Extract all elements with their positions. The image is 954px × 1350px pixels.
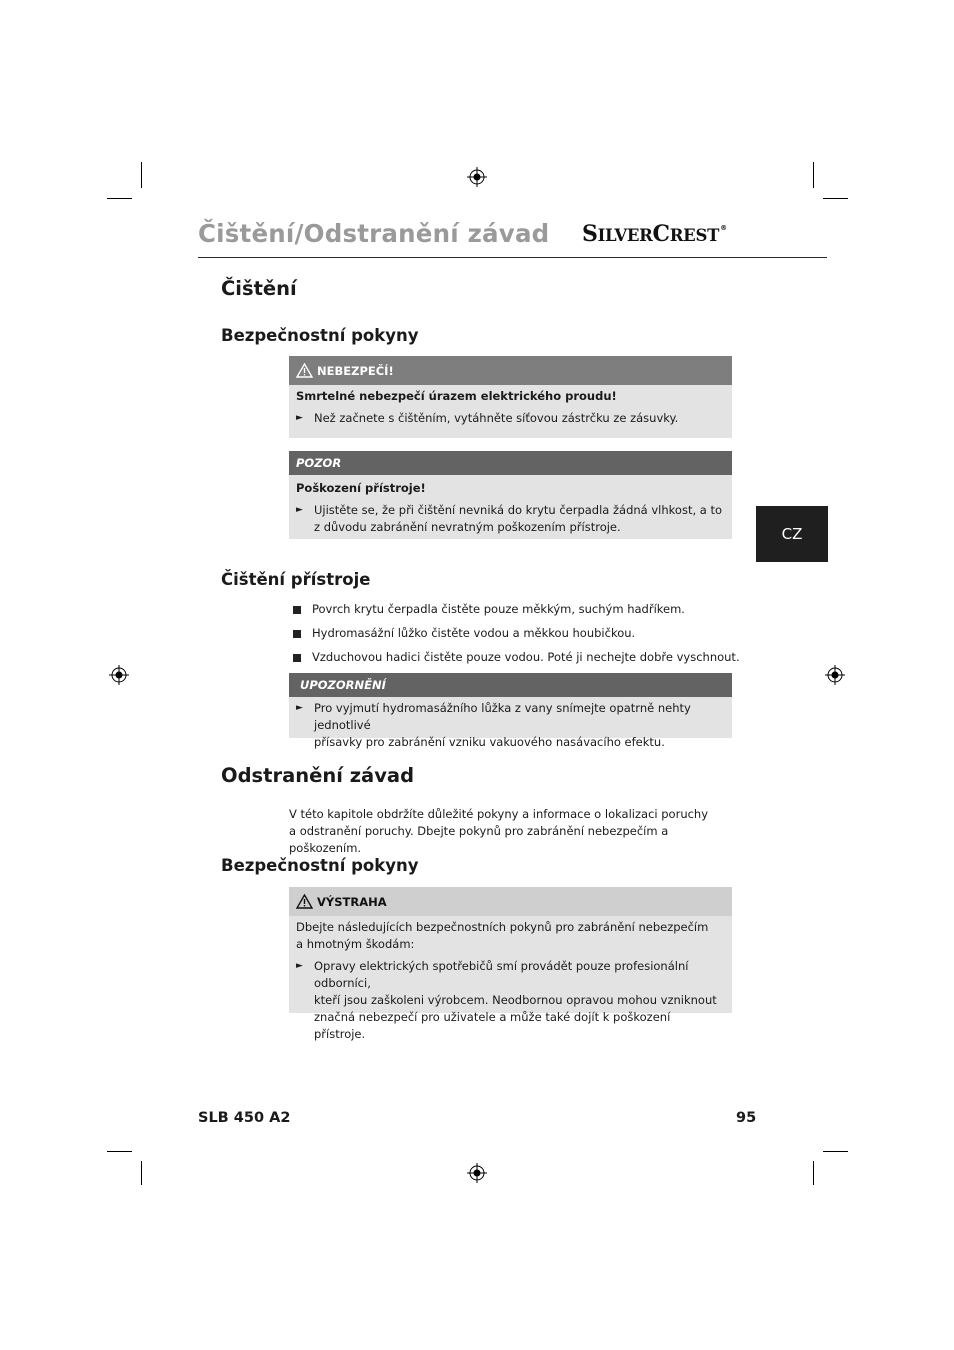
page-number: 95 xyxy=(736,1110,757,1126)
note-label: UPOZORNĚNÍ xyxy=(300,678,386,692)
section-heading-cleaning: Čištění xyxy=(221,277,297,300)
registration-mark-icon xyxy=(825,665,845,685)
danger-label: NEBEZPEČÍ! xyxy=(317,363,394,378)
registration-mark-icon xyxy=(109,665,129,685)
crop-mark xyxy=(823,1151,848,1152)
warning-item-line: značná nebezpečí pro uživatele a může také dojít k poškození přístroje. xyxy=(314,1010,671,1041)
crop-mark xyxy=(823,198,848,199)
list-item: Hydromasážní lůžko čistěte vodou a měkkou houbičkou. xyxy=(293,625,635,642)
crop-mark xyxy=(813,162,814,188)
square-bullet-icon xyxy=(293,606,301,614)
arrow-right-icon: ► xyxy=(296,505,303,515)
note-box-header xyxy=(289,673,732,697)
subheading-safety: Bezpečnostní pokyny xyxy=(221,326,419,345)
caution-item-line: Ujistěte se, že při čištění nevniká do krytu čerpadla žádná vlhkost, a to xyxy=(314,503,723,517)
caution-label: POZOR xyxy=(296,456,342,470)
list-item: Povrch krytu čerpadla čistěte pouze měkkým, suchým hadříkem. xyxy=(293,601,685,618)
page-title: Čištění/Odstranění závad xyxy=(198,219,550,248)
crop-mark xyxy=(141,162,142,188)
footer-model: SLB 450 A2 xyxy=(198,1110,291,1126)
list-item: Vzduchovou hadici čistěte pouze vodou. Poté ji nechejte dobře vyschnout. xyxy=(293,649,740,666)
crop-mark xyxy=(107,198,132,199)
warning-triangle-icon xyxy=(296,894,313,909)
warning-label: VÝSTRAHA xyxy=(317,894,387,909)
arrow-right-icon: ► xyxy=(296,413,303,423)
language-tab: CZ xyxy=(756,506,828,562)
danger-title: Smrtelné nebezpečí úrazem elektrického proudu! xyxy=(296,389,617,403)
caution-item-line: z důvodu zabránění nevratným poškozením přístroje. xyxy=(314,520,621,534)
registration-mark-icon xyxy=(467,1163,487,1183)
square-bullet-icon xyxy=(293,630,301,638)
caution-title: Poškození přístroje! xyxy=(296,481,426,495)
danger-box xyxy=(289,356,732,438)
warning-item-line: kteří jsou zaškoleni výrobcem. Neodbornou opravou mohou vzniknout xyxy=(314,993,717,1007)
crop-mark xyxy=(813,1161,814,1185)
square-bullet-icon xyxy=(293,654,301,662)
note-box xyxy=(289,673,732,749)
crop-mark xyxy=(141,1161,142,1185)
danger-item: Než začnete s čištěním, vytáhněte síťovou zástrčku ze zásuvky. xyxy=(314,411,679,425)
arrow-right-icon: ► xyxy=(296,961,303,971)
warning-box xyxy=(289,887,732,1041)
registration-mark-icon xyxy=(467,167,487,187)
intro-paragraph: V této kapitole obdržíte důležité pokyny a informace o lokalizaci poruchy a odstranění poruchy. Dbejte pokynů pro zabránění nebezpečím a poškozením. xyxy=(289,807,709,855)
subheading-device-cleaning: Čištění přístroje xyxy=(221,570,371,589)
crop-mark xyxy=(107,1151,132,1152)
warning-triangle-icon xyxy=(296,363,313,378)
note-item-line: Pro vyjmutí hydromasážního lůžka z vany snímejte opatrně nehty jednotlivé xyxy=(314,701,691,732)
warning-text-line: a hmotným škodám: xyxy=(296,937,415,951)
header-divider xyxy=(198,257,827,258)
arrow-right-icon: ► xyxy=(296,703,303,713)
section-heading-troubleshooting: Odstranění závad xyxy=(221,764,415,787)
subheading-safety: Bezpečnostní pokyny xyxy=(221,856,419,875)
brand-logo: SILVERCREST® xyxy=(582,221,727,247)
warning-text-line: Dbejte následujících bezpečnostních pokynů pro zabránění nebezpečím xyxy=(296,920,709,934)
caution-box xyxy=(289,451,732,539)
caution-box-header xyxy=(289,451,732,475)
danger-box-header xyxy=(289,356,732,385)
warning-item-line: Opravy elektrických spotřebičů smí provádět pouze profesionální odborníci, xyxy=(314,959,689,990)
note-item-line: přísavky pro zabránění vzniku vakuového nasávacího efektu. xyxy=(314,735,665,749)
warning-box-header xyxy=(289,887,732,916)
